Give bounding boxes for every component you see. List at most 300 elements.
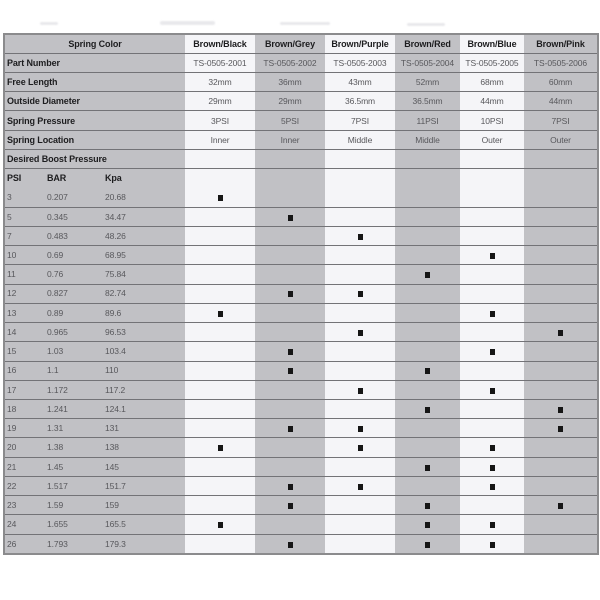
- spring-pressure-value: 10PSI: [460, 111, 524, 130]
- empty-cell: [395, 438, 460, 457]
- empty-cell: [524, 476, 598, 495]
- boost-values-cell: [4, 188, 185, 207]
- empty-cell: [460, 265, 524, 284]
- kpa-value: 96.53: [105, 326, 126, 337]
- marker-square-icon: [490, 445, 495, 451]
- empty-cell: [395, 188, 460, 207]
- spring-location-value: Inner: [185, 130, 255, 149]
- bar-value: 1.172: [47, 384, 68, 395]
- bar-value: 1.517: [47, 480, 68, 491]
- marker-square-icon: [358, 234, 363, 240]
- marker-square-icon: [490, 349, 495, 355]
- empty-cell: [185, 207, 255, 226]
- spring-location-value: Outer: [524, 130, 598, 149]
- empty-cell: [185, 265, 255, 284]
- psi-value: 15: [7, 346, 17, 357]
- empty-cell: [325, 515, 395, 534]
- boost-row-24psi: [4, 515, 598, 534]
- marker-square-icon: [425, 542, 430, 548]
- empty-cell: [325, 246, 395, 265]
- empty-cell: [185, 457, 255, 476]
- empty-cell: [524, 361, 598, 380]
- kpa-value: 151.7: [105, 480, 126, 491]
- column-header-brown-red: Brown/Red: [395, 34, 460, 53]
- kpa-value: 145: [105, 461, 119, 472]
- empty-cell: [460, 188, 524, 207]
- empty-cell: [255, 188, 325, 207]
- boost-row-17psi: [4, 380, 598, 399]
- bar-value: 1.59: [47, 500, 64, 511]
- psi-value: 12: [7, 288, 17, 299]
- psi-value: 17: [7, 384, 17, 395]
- empty-cell: [524, 534, 598, 554]
- empty-cell: [395, 207, 460, 226]
- psi-header: PSI: [7, 173, 22, 184]
- free-length-value: 60mm: [524, 72, 598, 91]
- boost-row-5psi: [4, 207, 598, 226]
- empty-cell: [524, 265, 598, 284]
- marker-square-icon: [288, 215, 293, 221]
- marker-square-icon: [288, 542, 293, 548]
- spec-row-part-number: [4, 53, 598, 72]
- bar-value: 1.45: [47, 461, 64, 472]
- empty-cell: [255, 438, 325, 457]
- marker-square-icon: [358, 426, 363, 432]
- unit-headers: [4, 169, 185, 188]
- empty-cell: [460, 496, 524, 515]
- empty-cell: [325, 534, 395, 554]
- marker-square-icon: [358, 388, 363, 394]
- boost-values-cell: [4, 265, 185, 284]
- psi-value: 5: [7, 211, 12, 222]
- row-label: Part Number: [4, 53, 185, 72]
- psi-value: 19: [7, 423, 17, 434]
- marker-square-icon: [490, 253, 495, 259]
- spring-fit-marker-cell: [395, 534, 460, 554]
- marker-square-icon: [425, 368, 430, 374]
- psi-value: 16: [7, 365, 17, 376]
- empty-cell: [325, 265, 395, 284]
- spring-fit-marker-cell: [255, 207, 325, 226]
- empty-cell: [255, 265, 325, 284]
- scan-artifact: [407, 23, 445, 26]
- spring-fit-marker-cell: [325, 284, 395, 303]
- spring-fit-marker-cell: [460, 303, 524, 322]
- empty-cell: [325, 303, 395, 322]
- spring-fit-marker-cell: [325, 380, 395, 399]
- spring-location-value: Middle: [395, 130, 460, 149]
- marker-square-icon: [218, 445, 223, 451]
- kpa-value: 68.95: [105, 250, 126, 260]
- free-length-value: 43mm: [325, 72, 395, 91]
- boost-row-16psi: [4, 361, 598, 380]
- marker-square-icon: [288, 426, 293, 432]
- spring-fit-marker-cell: [460, 246, 524, 265]
- empty-cell: [395, 419, 460, 438]
- empty-cell: [185, 342, 255, 361]
- spring-location-value: Inner: [255, 130, 325, 149]
- kpa-value: 124.1: [105, 403, 126, 414]
- boost-row-7psi: [4, 226, 598, 245]
- part-number-value: TS-0505-2005: [460, 53, 524, 72]
- empty-cell: [255, 515, 325, 534]
- boost-values-cell: [4, 303, 185, 322]
- empty-cell: [524, 169, 598, 188]
- boost-row-23psi: [4, 496, 598, 515]
- outside-diameter-value: 29mm: [255, 92, 325, 111]
- psi-value: 10: [7, 250, 17, 260]
- boost-row-20psi: [4, 438, 598, 457]
- marker-square-icon: [218, 195, 223, 201]
- kpa-value: 179.3: [105, 538, 126, 549]
- boost-values-cell: [4, 380, 185, 399]
- free-length-value: 32mm: [185, 72, 255, 91]
- boost-values-cell: [4, 400, 185, 419]
- spring-fit-marker-cell: [185, 303, 255, 322]
- row-label: Free Length: [4, 72, 185, 91]
- spring-fit-marker-cell: [325, 476, 395, 495]
- psi-value: 24: [7, 519, 17, 530]
- spring-fit-marker-cell: [460, 438, 524, 457]
- psi-value: 11: [7, 269, 16, 280]
- marker-square-icon: [288, 291, 293, 297]
- psi-value: 21: [7, 461, 17, 472]
- spring-spec-table: [3, 33, 599, 555]
- boost-row-19psi: [4, 419, 598, 438]
- empty-cell: [325, 149, 395, 168]
- marker-square-icon: [558, 407, 563, 413]
- spring-fit-marker-cell: [255, 342, 325, 361]
- spring-fit-marker-cell: [255, 284, 325, 303]
- empty-cell: [185, 284, 255, 303]
- row-label: Spring Pressure: [4, 111, 185, 130]
- boost-values-cell: [4, 342, 185, 361]
- empty-cell: [255, 169, 325, 188]
- empty-cell: [325, 169, 395, 188]
- boost-row-21psi: [4, 457, 598, 476]
- spring-fit-marker-cell: [185, 188, 255, 207]
- marker-square-icon: [358, 445, 363, 451]
- empty-cell: [460, 226, 524, 245]
- empty-cell: [524, 246, 598, 265]
- bar-header: BAR: [47, 173, 67, 184]
- spring-pressure-value: 7PSI: [524, 111, 598, 130]
- marker-square-icon: [288, 484, 293, 490]
- kpa-value: 48.26: [105, 230, 126, 241]
- psi-value: 7: [7, 230, 12, 241]
- marker-square-icon: [490, 388, 495, 394]
- empty-cell: [460, 284, 524, 303]
- spring-location-value: Middle: [325, 130, 395, 149]
- empty-cell: [185, 419, 255, 438]
- empty-cell: [185, 496, 255, 515]
- empty-cell: [255, 400, 325, 419]
- empty-cell: [524, 380, 598, 399]
- empty-cell: [395, 323, 460, 342]
- bar-value: 0.827: [47, 288, 68, 299]
- bar-value: 0.345: [47, 211, 68, 222]
- empty-cell: [185, 323, 255, 342]
- empty-cell: [395, 149, 460, 168]
- empty-cell: [395, 380, 460, 399]
- part-number-value: TS-0505-2001: [185, 53, 255, 72]
- row-label: Spring Location: [4, 130, 185, 149]
- empty-cell: [255, 380, 325, 399]
- psi-value: 14: [7, 326, 17, 337]
- marker-square-icon: [288, 503, 293, 509]
- boost-values-cell: [4, 496, 185, 515]
- empty-cell: [460, 169, 524, 188]
- kpa-value: 82.74: [105, 288, 126, 299]
- marker-square-icon: [490, 311, 495, 317]
- psi-value: 18: [7, 403, 17, 414]
- marker-square-icon: [288, 349, 293, 355]
- boost-row-10psi: [4, 246, 598, 265]
- empty-cell: [185, 226, 255, 245]
- empty-cell: [185, 400, 255, 419]
- empty-cell: [325, 457, 395, 476]
- marker-square-icon: [425, 465, 430, 471]
- bar-value: 1.31: [47, 423, 64, 434]
- kpa-value: 103.4: [105, 346, 126, 357]
- bar-value: 0.69: [47, 250, 64, 260]
- psi-value: 22: [7, 480, 17, 491]
- free-length-value: 52mm: [395, 72, 460, 91]
- spring-fit-marker-cell: [255, 476, 325, 495]
- spring-fit-marker-cell: [395, 265, 460, 284]
- desired-boost-pressure-label: Desired Boost Pressure: [4, 149, 185, 168]
- spec-row-outside-diameter: [4, 92, 598, 111]
- free-length-value: 36mm: [255, 72, 325, 91]
- empty-cell: [395, 303, 460, 322]
- outside-diameter-value: 29mm: [185, 92, 255, 111]
- spring-fit-marker-cell: [325, 419, 395, 438]
- bar-value: 0.76: [47, 269, 64, 280]
- boost-row-14psi: [4, 323, 598, 342]
- marker-square-icon: [358, 330, 363, 336]
- empty-cell: [185, 361, 255, 380]
- psi-value: 3: [7, 192, 12, 203]
- column-header-brown-purple: Brown/Purple: [325, 34, 395, 53]
- empty-cell: [325, 400, 395, 419]
- marker-square-icon: [288, 368, 293, 374]
- spring-location-value: Outer: [460, 130, 524, 149]
- empty-cell: [460, 400, 524, 419]
- marker-square-icon: [218, 311, 223, 317]
- boost-values-cell: [4, 476, 185, 495]
- spring-fit-marker-cell: [460, 380, 524, 399]
- unit-header-row: [4, 169, 598, 188]
- header-row: [4, 34, 598, 53]
- spring-pressure-value: 5PSI: [255, 111, 325, 130]
- spec-row-free-length: [4, 72, 598, 91]
- bar-value: 1.38: [47, 442, 64, 453]
- scan-artifact: [160, 21, 215, 25]
- kpa-value: 75.84: [105, 269, 126, 280]
- spring-fit-marker-cell: [255, 496, 325, 515]
- boost-values-cell: [4, 438, 185, 457]
- kpa-header: Kpa: [105, 173, 122, 184]
- spec-row-spring-pressure: [4, 111, 598, 130]
- empty-cell: [255, 457, 325, 476]
- kpa-value: 131: [105, 423, 119, 434]
- empty-cell: [255, 323, 325, 342]
- empty-cell: [524, 438, 598, 457]
- empty-cell: [325, 207, 395, 226]
- kpa-value: 117.2: [105, 384, 126, 395]
- marker-square-icon: [425, 407, 430, 413]
- psi-value: 26: [7, 538, 17, 549]
- spring-fit-marker-cell: [325, 323, 395, 342]
- empty-cell: [185, 476, 255, 495]
- boost-row-15psi: [4, 342, 598, 361]
- empty-cell: [460, 149, 524, 168]
- empty-cell: [255, 226, 325, 245]
- boost-row-3psi: [4, 188, 598, 207]
- empty-cell: [524, 303, 598, 322]
- column-header-brown-black: Brown/Black: [185, 34, 255, 53]
- empty-cell: [524, 226, 598, 245]
- spring-fit-marker-cell: [524, 400, 598, 419]
- spring-fit-marker-cell: [255, 419, 325, 438]
- empty-cell: [524, 188, 598, 207]
- empty-cell: [185, 246, 255, 265]
- empty-cell: [395, 476, 460, 495]
- bar-value: 0.483: [47, 230, 68, 241]
- empty-cell: [185, 169, 255, 188]
- outside-diameter-value: 44mm: [460, 92, 524, 111]
- spring-fit-marker-cell: [524, 323, 598, 342]
- kpa-value: 89.6: [105, 307, 122, 318]
- boost-values-cell: [4, 284, 185, 303]
- spring-fit-marker-cell: [460, 342, 524, 361]
- column-header-brown-blue: Brown/Blue: [460, 34, 524, 53]
- marker-square-icon: [218, 522, 223, 528]
- psi-value: 20: [7, 442, 17, 453]
- marker-square-icon: [490, 484, 495, 490]
- empty-cell: [524, 342, 598, 361]
- marker-square-icon: [490, 465, 495, 471]
- spring-fit-marker-cell: [395, 496, 460, 515]
- marker-square-icon: [490, 522, 495, 528]
- boost-values-cell: [4, 515, 185, 534]
- empty-cell: [395, 169, 460, 188]
- marker-square-icon: [425, 522, 430, 528]
- boost-row-22psi: [4, 476, 598, 495]
- spring-pressure-value: 7PSI: [325, 111, 395, 130]
- spring-fit-marker-cell: [460, 457, 524, 476]
- bar-value: 1.03: [47, 346, 64, 357]
- part-number-value: TS-0505-2003: [325, 53, 395, 72]
- marker-square-icon: [558, 330, 563, 336]
- bar-value: 1.1: [47, 365, 59, 376]
- empty-cell: [460, 361, 524, 380]
- empty-cell: [460, 419, 524, 438]
- empty-cell: [395, 226, 460, 245]
- psi-value: 13: [7, 307, 17, 318]
- empty-cell: [524, 515, 598, 534]
- spring-color-header: Spring Color: [4, 34, 185, 53]
- spring-fit-marker-cell: [460, 534, 524, 554]
- spring-fit-marker-cell: [395, 361, 460, 380]
- boost-values-cell: [4, 246, 185, 265]
- empty-cell: [524, 149, 598, 168]
- kpa-value: 159: [105, 500, 119, 511]
- kpa-value: 20.68: [105, 192, 126, 203]
- spring-fit-marker-cell: [524, 496, 598, 515]
- empty-cell: [255, 303, 325, 322]
- spring-fit-marker-cell: [395, 457, 460, 476]
- spring-fit-marker-cell: [524, 419, 598, 438]
- scan-artifact: [40, 22, 58, 25]
- part-number-value: TS-0505-2006: [524, 53, 598, 72]
- boost-row-11psi: [4, 265, 598, 284]
- marker-square-icon: [558, 503, 563, 509]
- marker-square-icon: [358, 484, 363, 490]
- spring-pressure-value: 11PSI: [395, 111, 460, 130]
- spring-fit-marker-cell: [255, 361, 325, 380]
- empty-cell: [524, 207, 598, 226]
- kpa-value: 110: [105, 365, 119, 376]
- empty-cell: [524, 284, 598, 303]
- boost-values-cell: [4, 226, 185, 245]
- empty-cell: [325, 188, 395, 207]
- bar-value: 0.207: [47, 192, 68, 203]
- boost-row-12psi: [4, 284, 598, 303]
- empty-cell: [395, 284, 460, 303]
- bar-value: 0.89: [47, 307, 64, 318]
- boost-values-cell: [4, 457, 185, 476]
- empty-cell: [325, 361, 395, 380]
- spec-row-spring-location: [4, 130, 598, 149]
- spring-fit-marker-cell: [325, 438, 395, 457]
- marker-square-icon: [358, 291, 363, 297]
- empty-cell: [255, 149, 325, 168]
- boost-row-13psi: [4, 303, 598, 322]
- boost-row-26psi: [4, 534, 598, 554]
- empty-cell: [185, 380, 255, 399]
- empty-cell: [395, 246, 460, 265]
- empty-cell: [185, 149, 255, 168]
- spring-fit-marker-cell: [395, 400, 460, 419]
- kpa-value: 34.47: [105, 211, 126, 222]
- spring-pressure-value: 3PSI: [185, 111, 255, 130]
- boost-values-cell: [4, 534, 185, 554]
- psi-value: 23: [7, 500, 17, 511]
- row-label: Outside Diameter: [4, 92, 185, 111]
- outside-diameter-value: 44mm: [524, 92, 598, 111]
- empty-cell: [395, 342, 460, 361]
- spring-fit-marker-cell: [325, 226, 395, 245]
- spring-fit-marker-cell: [185, 515, 255, 534]
- spring-fit-marker-cell: [460, 515, 524, 534]
- boost-values-cell: [4, 361, 185, 380]
- column-header-brown-pink: Brown/Pink: [524, 34, 598, 53]
- part-number-value: TS-0505-2002: [255, 53, 325, 72]
- boost-values-cell: [4, 419, 185, 438]
- boost-values-cell: [4, 323, 185, 342]
- empty-cell: [185, 534, 255, 554]
- bar-value: 0.965: [47, 326, 68, 337]
- boost-values-cell: [4, 207, 185, 226]
- spring-fit-marker-cell: [395, 515, 460, 534]
- empty-cell: [325, 496, 395, 515]
- empty-cell: [460, 207, 524, 226]
- empty-cell: [325, 342, 395, 361]
- scan-artifact: [280, 22, 330, 25]
- boost-title-row: [4, 149, 598, 168]
- empty-cell: [255, 246, 325, 265]
